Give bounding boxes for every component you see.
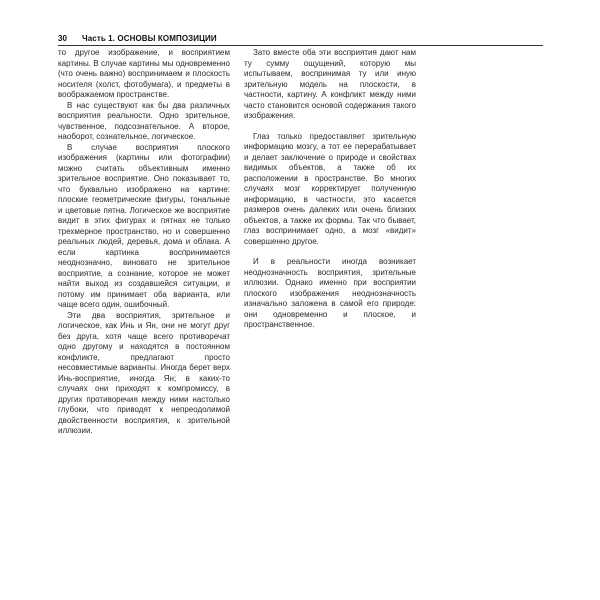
chapter-title: Часть 1. ОСНОВЫ КОМПОЗИЦИИ: [82, 34, 217, 43]
right-paragraph-1: Зато вместе оба эти восприятия дают нам ту сумму ощущений, которую мы испытываем, воспринимая ту или иную зрительную модель на плоскости, в частности, картину. А конфликт между ними часто становится основой содержания такого изображения.: [244, 48, 416, 120]
left-paragraph-3: В случае восприятия плоского изображения (картины или фотографии) можно считать объективным именно зрительное восприятие. Оно показывает то, что буквально изображено на картине: плоские геометрические фигуры, тональные и цветовые пятна. Логическое же восприятие видит в этих фигурах и пятнах не только трехмерное пространство, но и совершенно реальных людей, деревья, дома и облака. А если картинка воспринимается неоднозначно, виновато не зрительное восприятие, а сознание, которое не может найти выход из создавшейся ситуации, и потому им принимает оба варианта, или чаще всего один, ошибочный.: [58, 142, 230, 309]
right-paragraph-3: И в реальности иногда возникает неоднозначность восприятия, зрительные иллюзии. Однако именно при восприятии плоского изображения неоднозначность изначально заложена в самой его природе: они одновременно и плоское, и пространственное.: [244, 257, 416, 329]
right-paragraph-2: Глаз только предоставляет зрительную информацию мозгу, а тот ее перерабатывает и делает заключение о природе и свойствах видимых объектов, а также об их расположении в пространстве. Во многих случаях мозг корректирует полученную информацию, в частности, это касается размеров очень далеких или очень близких объектов, а также их формы. Так что бывает, глаз воспринимает одно, а мозг «видит» совершенно другое.: [244, 131, 416, 246]
left-paragraph-4: Эти два восприятия, зрительное и логическое, как Инь и Ян, они не могут друг без друга, хотя чаще всего противоречат одно другому и находятся в постоянном конфликте, предлагают просто несовместимые варианты. Иногда берет верх Инь-восприятие, иногда Ян; в каких-то случаях они приходят к компромиссу, в других противоречия между ними настолько глубоки, что приводят к непреодолимой двойственности восприятия, к зрительной иллюзии.: [58, 310, 230, 435]
left-column: [58, 48, 230, 437]
right-column: [244, 48, 416, 331]
header-rule: [58, 45, 543, 46]
left-paragraph-2: В нас существуют как бы два различных восприятия реальности. Одно зрительное, чувственное, подсознательное. А второе, наоборот, сознательное, логическое.: [58, 100, 230, 141]
page-number: 30: [58, 34, 68, 43]
left-paragraph-1: то другое изображение, и восприятием картины. В случае картины мы одновременно (что очень важно) воспринимаем и плоскость носителя (холст, фотобумага), и предметы в воображаемом пространстве.: [58, 48, 230, 99]
